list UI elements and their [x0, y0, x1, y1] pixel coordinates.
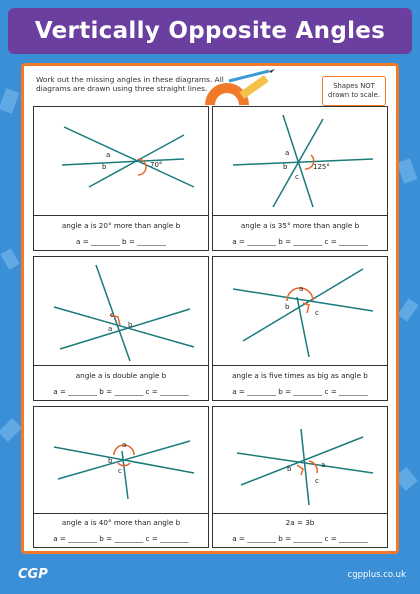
- question-panel-5: [33, 406, 209, 548]
- footer-url[interactable]: cgpplus.co.uk: [347, 570, 406, 580]
- divider: [213, 365, 387, 366]
- divider: [34, 513, 208, 514]
- divider: [34, 215, 208, 216]
- angle-label: c: [315, 477, 319, 485]
- question-panel-3: [33, 256, 209, 401]
- condition-text: angle a is 35° more than angle b: [240, 221, 360, 230]
- angle-label: c: [295, 173, 299, 181]
- title-bar: [8, 8, 412, 54]
- angle-label: c: [110, 311, 114, 319]
- condition-text: 2a = 3b: [285, 518, 315, 527]
- angle-label: 125°: [313, 163, 330, 171]
- condition-text: angle a is 40° more than angle b: [61, 518, 181, 527]
- angle-label: a: [285, 149, 290, 157]
- angle-diagram: [213, 407, 387, 513]
- angle-label: c: [118, 467, 122, 475]
- condition-text: angle a is double angle b: [75, 371, 167, 380]
- divider: [213, 513, 387, 514]
- angle-label: b: [283, 163, 288, 171]
- angle-label: a: [299, 285, 304, 293]
- question-panel-1: [33, 106, 209, 251]
- angle-diagram: [213, 257, 387, 365]
- background-shard: [0, 418, 22, 442]
- angle-label: b: [108, 457, 113, 465]
- background-shard: [0, 88, 19, 113]
- answer-blanks: a = ________ b = ________ c = ________: [232, 387, 368, 396]
- divider: [213, 215, 387, 216]
- divider: [34, 365, 208, 366]
- worksheet: [21, 63, 399, 554]
- angle-label: a: [321, 461, 326, 469]
- background-shard: [0, 248, 19, 270]
- background-shard: [397, 298, 418, 321]
- angle-label: b: [102, 163, 107, 171]
- angle-diagram: [34, 257, 208, 365]
- angle-diagram: [34, 107, 208, 215]
- angle-diagram: [213, 107, 387, 215]
- answer-blanks: a = ________ b = ________: [76, 237, 166, 246]
- question-panel-4: [212, 256, 388, 401]
- answer-blanks: a = ________ b = ________ c = ________: [232, 237, 368, 246]
- page-title: Vertically Opposite Angles: [34, 18, 386, 44]
- scale-note: Shapes NOT drawn to scale.: [322, 76, 386, 106]
- angle-label: a: [108, 325, 113, 333]
- angle-label: b: [287, 465, 292, 473]
- angle-label: b: [285, 303, 290, 311]
- condition-text: angle a is five times as big as angle b: [232, 371, 368, 380]
- angle-diagram: [34, 407, 208, 513]
- geometry-tools-icon: [199, 69, 279, 109]
- cgp-logo: CGP: [18, 567, 48, 582]
- background-shard: [397, 158, 418, 183]
- angle-label: 70°: [150, 161, 163, 169]
- answer-blanks: a = ________ b = ________ c = ________: [53, 387, 189, 396]
- instructions: Work out the missing angles in these diagrams. All diagrams are drawn using three straight lines.: [36, 75, 224, 93]
- angle-label: a: [106, 151, 111, 159]
- question-panel-6: [212, 406, 388, 548]
- answer-blanks: a = ________ b = ________ c = ________: [232, 534, 368, 543]
- angle-label: b: [128, 321, 133, 329]
- angle-label: c: [315, 309, 319, 317]
- answer-blanks: a = ________ b = ________ c = ________: [53, 534, 189, 543]
- condition-text: angle a is 20° more than angle b: [61, 221, 181, 230]
- question-panel-2: [212, 106, 388, 251]
- angle-label: a: [122, 441, 127, 449]
